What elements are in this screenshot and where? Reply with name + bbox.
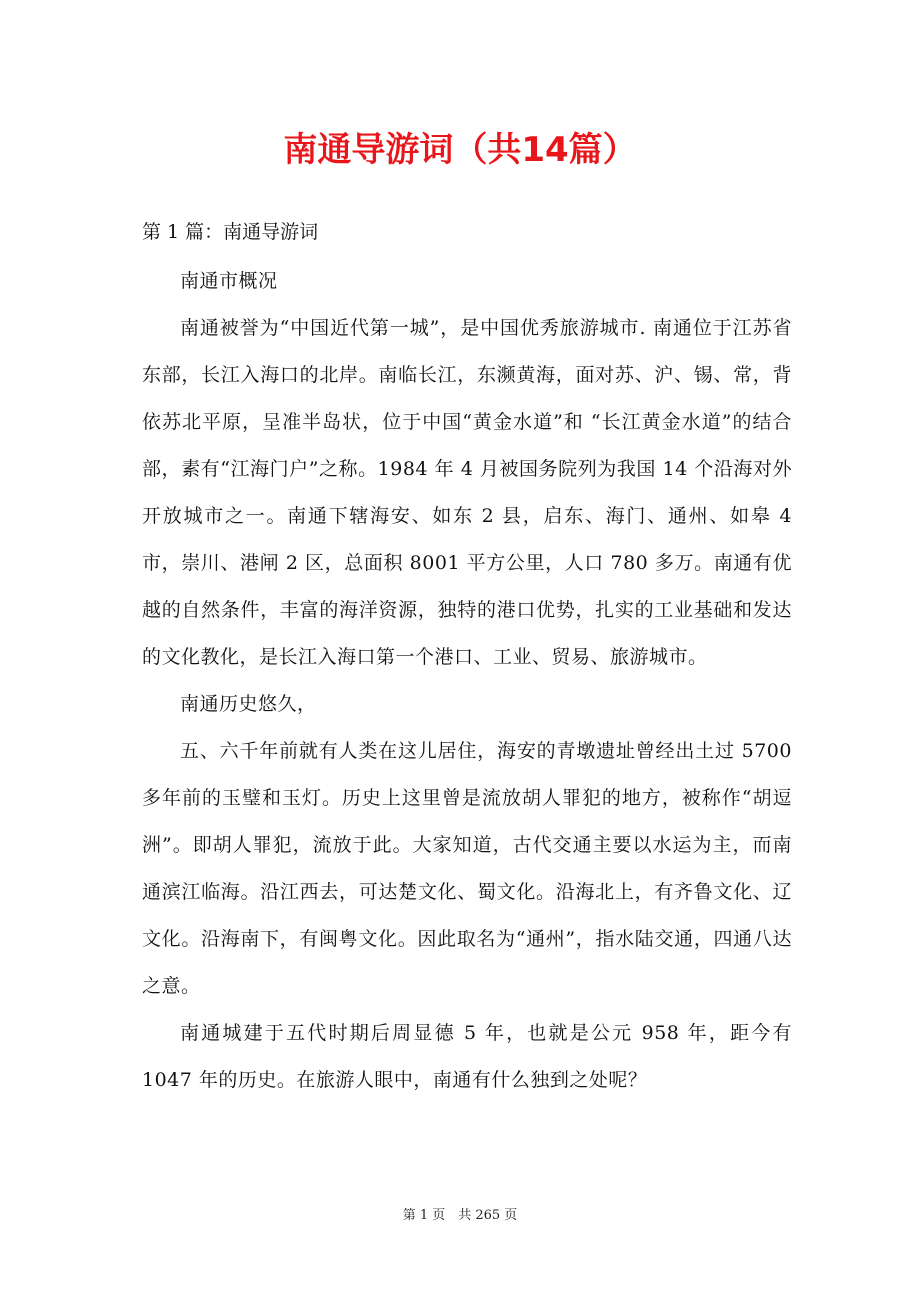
document-title: 南通导游词（共14篇） [283, 130, 637, 170]
page-footer [0, 1206, 920, 1226]
paragraph-history-intro: 南通历史悠久， [180, 693, 317, 715]
page-number: 第 1 页 共 265 页 [402, 1208, 518, 1223]
paragraph-section-title: 南通市概况 [180, 270, 278, 292]
paragraph-city-founding: 南通城建于五代时期后周显德 5 年，也就是公元 958 年，距今有 1047 年的历史。在旅游人眼中，南通有什么独到之处呢？ [142, 1022, 792, 1091]
paragraph-overview: 南通被誉为“中国近代第一城”，是中国优秀旅游城市. 南通位于江苏省东部，长江入海口的北岸。南临长江，东濒黄海，面对苏、沪、锡、常，背依苏北平原，呈准半岛状，位于中国“黄金水道”和 “长江黄金水道”的结合部，素有“江海门户”之称。1984 年 4 月被国务院列为我国 14 个沿海对外开放城市之一。南通下辖海安、如东 2 县，启东、海门、通州、如皋 4 市，崇川、港闸 2 区，总面积 8001 平方公里，人口 780 多万。南通有优越的自然条件，丰富的海洋资源，独特的港口优势，扎实的工业基础和发达的文化教化，是长江入海口第一个港口、工业、贸易、旅游城市。 [142, 317, 792, 668]
paragraph-history: 五、六千年前就有人类在这儿居住，海安的青墩遗址曾经出土过 5700 多年前的玉璧和玉灯。历史上这里曾是流放胡人罪犯的地方，被称作“胡逗洲”。即胡人罪犯，流放于此。大家知道，古代交通主要以水运为主，而南通滨江临海。沿江西去，可达楚文化、蜀文化。沿海北上，有齐鲁文化、辽文化。沿海南下，有闽粤文化。因此取名为“通州”，指水陆交通，四通八达之意。 [142, 740, 792, 997]
chapter-heading: 第 1 篇：南通导游词 [142, 221, 319, 243]
document-body [142, 212, 792, 1104]
